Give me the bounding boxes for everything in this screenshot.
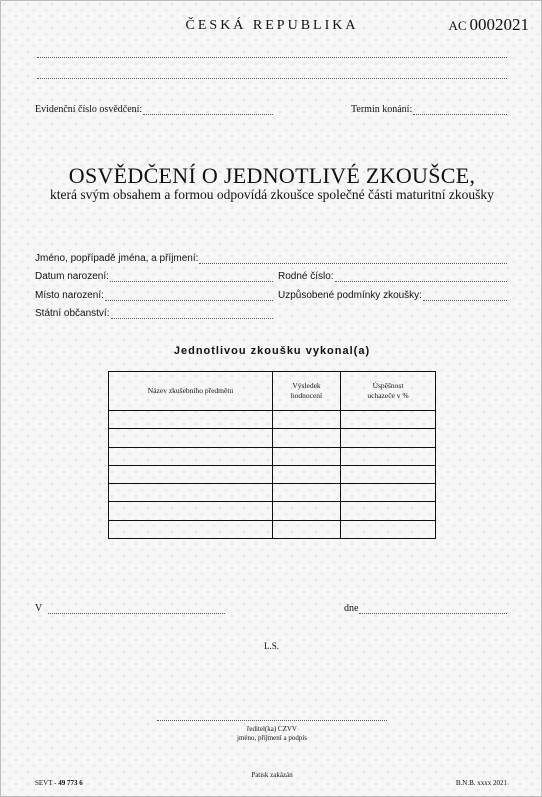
place-field[interactable] xyxy=(35,603,225,614)
birth-number-label: Rodné číslo: xyxy=(278,271,334,282)
place-label: V xyxy=(35,603,43,614)
name-field[interactable] xyxy=(35,253,507,264)
serial-number xyxy=(448,15,529,35)
table-cell[interactable] xyxy=(273,411,341,429)
table-cell[interactable] xyxy=(341,520,436,538)
table-cell[interactable] xyxy=(109,465,273,483)
signature-line[interactable] xyxy=(157,720,387,721)
table-cell[interactable] xyxy=(341,484,436,502)
blank-line-1 xyxy=(37,57,507,58)
blank-line-2 xyxy=(37,78,507,79)
birth-place-field[interactable] xyxy=(35,290,273,301)
stamp-label: L.S. xyxy=(264,641,280,651)
table-cell[interactable] xyxy=(109,502,273,520)
evidence-number-label: Evidenční číslo osvědčení: xyxy=(35,104,143,115)
table-cell[interactable] xyxy=(109,429,273,447)
table-row xyxy=(109,484,436,502)
col-success-header: Úspěšnost uchazeče v % xyxy=(341,372,436,411)
citizenship-field[interactable] xyxy=(35,308,273,319)
certificate-title: OSVĚDČENÍ O JEDNOTLIVÉ ZKOUŠCE, xyxy=(68,163,476,188)
citizenship-label: Státní občanství: xyxy=(35,308,110,319)
table-cell[interactable] xyxy=(341,465,436,483)
date-label: dne xyxy=(344,603,359,614)
table-row xyxy=(109,429,436,447)
birth-date-label: Datum narození: xyxy=(35,271,109,282)
certificate-subtitle: která svým obsahem a formou odpovídá zkoušce společné části maturitní zkoušky xyxy=(50,187,494,202)
col-result-header: Výsledek hodnocení xyxy=(273,372,341,411)
table-cell[interactable] xyxy=(273,465,341,483)
birth-number-field[interactable] xyxy=(278,271,507,282)
date-field[interactable] xyxy=(344,603,507,614)
table-header-row xyxy=(109,372,436,411)
table-row xyxy=(109,447,436,465)
table-cell[interactable] xyxy=(109,411,273,429)
table-cell[interactable] xyxy=(109,520,273,538)
table-cell[interactable] xyxy=(273,520,341,538)
table-cell[interactable] xyxy=(109,484,273,502)
evidence-number-field[interactable] xyxy=(35,104,273,115)
country-heading: ČESKÁ REPUBLIKA xyxy=(185,18,359,33)
serial-digits: 0002021 xyxy=(469,15,529,34)
footer-code-number: 49 773 6 xyxy=(58,779,83,787)
table-row xyxy=(109,502,436,520)
footer-right: B.N.B. xxxx 2021 xyxy=(455,779,507,787)
table-cell[interactable] xyxy=(273,484,341,502)
adjusted-conditions-field[interactable] xyxy=(278,290,507,301)
table-cell[interactable] xyxy=(341,411,436,429)
table-row xyxy=(109,465,436,483)
table-cell[interactable] xyxy=(273,429,341,447)
table-row xyxy=(109,520,436,538)
term-label: Termín konání: xyxy=(351,104,413,115)
table-cell[interactable] xyxy=(341,447,436,465)
table-cell[interactable] xyxy=(109,447,273,465)
birth-place-label: Místo narození: xyxy=(35,290,104,301)
term-field[interactable] xyxy=(351,104,507,115)
exam-section-title: Jednotlivou zkoušku vykonal(a) xyxy=(173,345,371,357)
adjusted-conditions-label: Uzpůsobené podmínky zkoušky: xyxy=(278,290,422,301)
footer-center: Patisk zakázán xyxy=(251,771,293,779)
table-cell[interactable] xyxy=(341,502,436,520)
name-label: Jméno, popřípadě jména, a příjmení: xyxy=(35,253,199,264)
birth-date-field[interactable] xyxy=(35,271,273,282)
exam-results-table xyxy=(108,371,436,539)
signature-role: ředitel(ka) CZVV xyxy=(247,725,297,733)
table-row xyxy=(109,411,436,429)
col-subject-header: Název zkušebního předmětu xyxy=(109,372,273,411)
table-cell[interactable] xyxy=(341,429,436,447)
table-cell[interactable] xyxy=(273,502,341,520)
footer-code: SEVT - 49 773 6 xyxy=(35,779,83,787)
signature-caption: jméno, příjmení a podpis xyxy=(237,734,307,742)
serial-prefix: AC xyxy=(448,18,467,33)
table-cell[interactable] xyxy=(273,447,341,465)
